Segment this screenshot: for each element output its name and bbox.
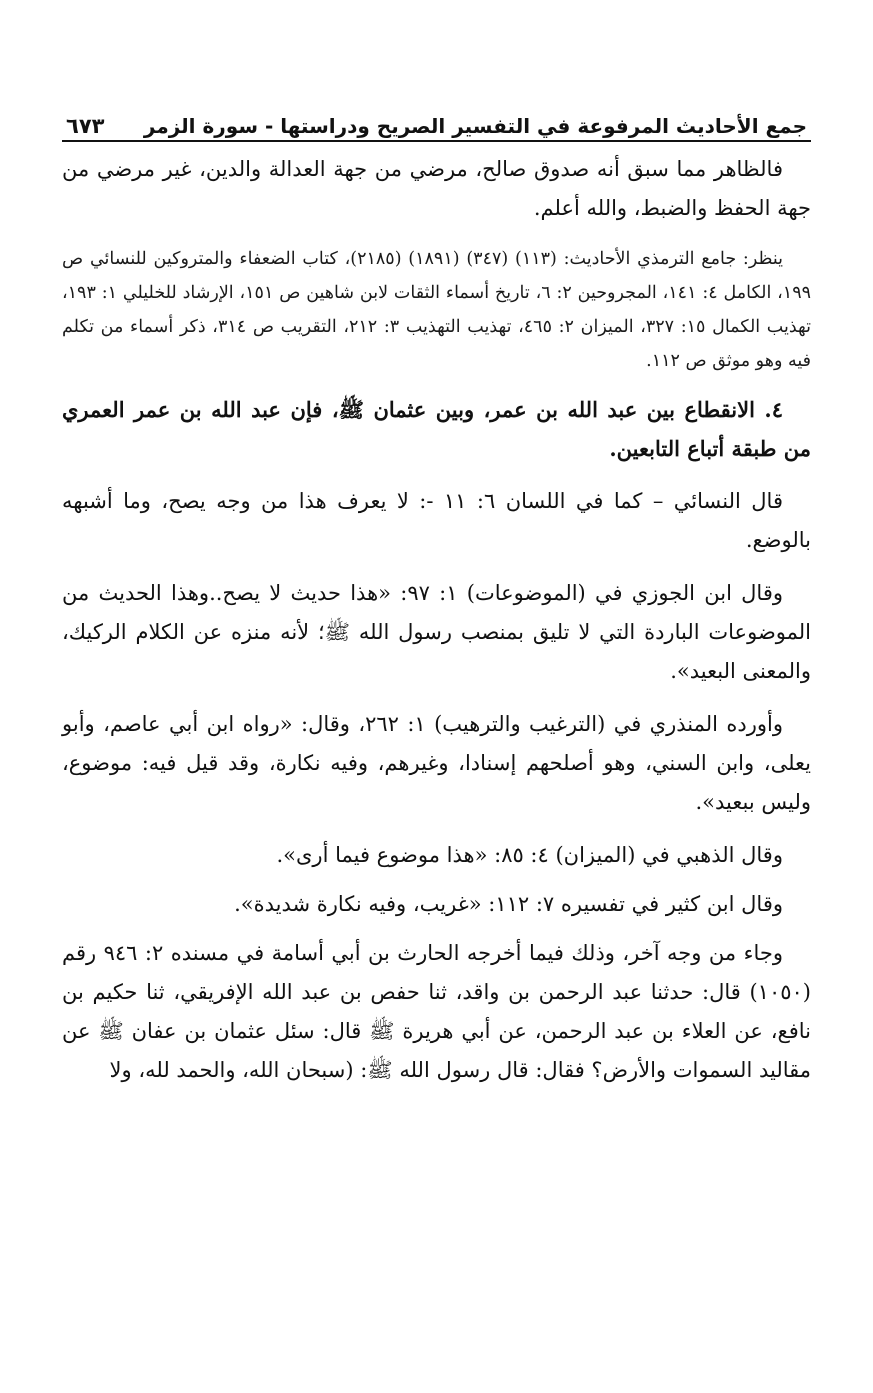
running-header bbox=[62, 104, 811, 142]
paragraph-references: ينظر: جامع الترمذي الأحاديث: (١١٣) (٣٤٧) (١٨٩١) (٢١٨٥)، كتاب الضعفاء والمتروكين للنسائي ص ١٩٩، الكامل ٤: ١٤١، المجروحين ٢: ٦، تاريخ أسماء الثقات لابن شاهين ص ١٥١، الإرشاد للخليلي ١: ١٩٣، تهذيب الكمال ١٥: ٣٢٧، الميزان ٢: ٤٦٥، تهذيب التهذيب ٣: ٢١٢، التقريب ص ٣١٤، ذكر أسماء من تكلم فيه وهو موثق ص ١١٢. bbox=[62, 249, 811, 371]
paragraph-nasai: قال النسائي – كما في اللسان ٦: ١١ -: لا يعرف هذا من وجه يصح، وما أشبهه بالوضع. bbox=[62, 489, 811, 552]
paragraph-mundhiri: وأورده المنذري في (الترغيب والترهيب) ١: ٢٦٢، وقال: «رواه ابن أبي عاصم، وأبو يعلى، وابن السني، وهو أصلحهم إسنادا، وغيرهم، وفيه نكارة، وقد قيل فيه: موضوع، وليس ببعيد». bbox=[62, 712, 811, 814]
paragraph-harith: وجاء من وجه آخر، وذلك فيما أخرجه الحارث بن أبي أسامة في مسنده ٢: ٩٤٦ رقم (١٠٥٠) قال: حدثنا عبد الرحمن بن واقد، ثنا حفص بن عبد الله الإفريقي، ثنا حكيم بن نافع، عن العلاء بن عبد الرحمن، عن أبي هريرة ﷺ قال: سئل عثمان بن عفان ﷺ عن مقاليد السموات والأرض؟ فقال: قال رسول الله ﷺ: (سبحان الله، والحمد لله، ولا bbox=[62, 941, 811, 1082]
page-number: ٦٧٣ bbox=[66, 114, 105, 138]
paragraph-ibn-kathir: وقال ابن كثير في تفسيره ٧: ١١٢: «غريب، وفيه نكارة شديدة». bbox=[234, 892, 783, 916]
paragraph-conclusion: فالظاهر مما سبق أنه صدوق صالح، مرضي من جهة العدالة والدين، غير مرضي من جهة الحفظ والضبط، والله أعلم. bbox=[62, 157, 811, 220]
document-page bbox=[62, 104, 811, 1393]
page-content bbox=[62, 150, 811, 1090]
paragraph-dhahabi: وقال الذهبي في (الميزان) ٤: ٨٥: «هذا موضوع فيما أرى». bbox=[276, 843, 783, 867]
header-title: جمع الأحاديث المرفوعة في التفسير الصريح ودراستها - سورة الزمر bbox=[143, 114, 807, 138]
paragraph-item-4: ٤. الانقطاع بين عبد الله بن عمر، وبين عثمان ﷺ، فإن عبد الله بن عمر العمري من طبقة أتباع التابعين. bbox=[62, 397, 811, 461]
paragraph-ibn-jawzi: وقال ابن الجوزي في (الموضوعات) ١: ٩٧: «هذا حديث لا يصح..وهذا الحديث من الموضوعات الباردة التي لا تليق بمنصب رسول الله ﷺ؛ لأنه منزه عن الكلام الركيك، والمعنى البعيد». bbox=[62, 581, 811, 683]
